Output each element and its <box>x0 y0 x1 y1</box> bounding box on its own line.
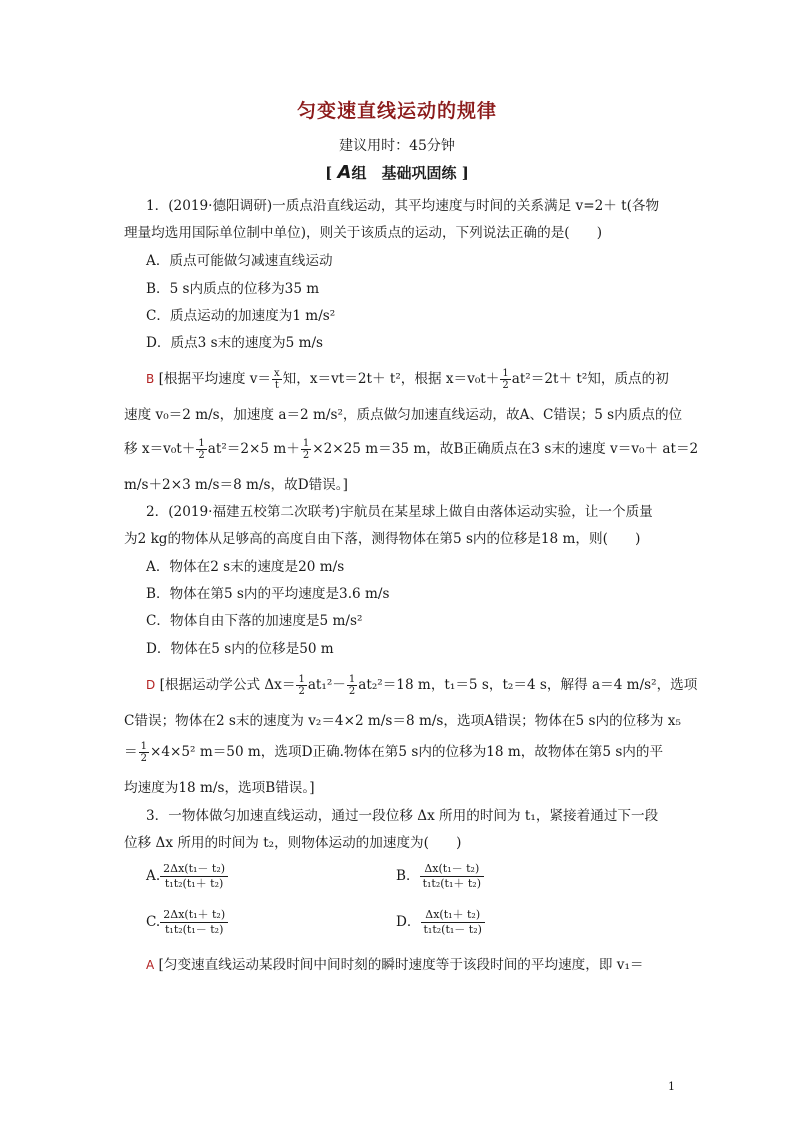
fraction-half: $\frac{1}{2}$ <box>198 438 205 461</box>
q1-exp-text: 知，x＝vt＝2t＋ t²，根据 x＝v₀t＋ <box>282 371 500 387</box>
q2-explanation-line2: C错误；物体在2 s末的速度为 v₂＝4×2 m/s＝8 m/s，选项A错误；物体在5 s内的位移为 x₅ <box>124 713 681 729</box>
fraction-half: $\frac{1}{2}$ <box>140 741 147 764</box>
section-heading <box>0 162 794 183</box>
page-title: 匀变速直线运动的规律 <box>296 100 497 122</box>
bracket-close: ] <box>461 164 469 182</box>
q1-option-b: B．5 s内质点的位移为35 m <box>146 281 320 297</box>
group-text: 组 基础巩固练 <box>351 164 457 182</box>
fraction-x-over-t: $\frac{x}{t}$ <box>274 368 280 391</box>
fraction-half: $\frac{1}{2}$ <box>502 368 509 391</box>
q1-stem-line2: 理量均选用国际单位制中单位)，则关于该质点的运动，下列说法正确的是( ) <box>124 225 603 241</box>
fraction-half: $\frac{1}{2}$ <box>302 438 310 461</box>
page-number: 1 <box>668 1080 675 1093</box>
q3-option-a: A. $\frac{\text{2Δx(t₁－ t₂)}}{\text{t₁t₂(t₁＋ t₂)}}$ <box>146 862 228 891</box>
q2-option-d: D．物体在5 s内的位移是50 m <box>146 641 334 657</box>
q1-explanation-line3: 移 x＝v₀t＋ $\frac{1}{2}$ at²＝2×5 m＋ $\frac{1}{2}$ ×2×25 m＝35 m，故B正确质点在3 s末的速度 v＝v₀＋ at＝2 <box>124 438 699 461</box>
q3-option-d: D． $\frac{\text{Δx(t₁＋ t₂)}}{\text{t₁t₂(t₁－ t₂)}}$ <box>396 908 485 937</box>
q3-explanation-line1: A [匀变速直线运动某段时间中间时刻的瞬时速度等于该段时间的平均速度，即 v₁＝ <box>146 957 644 973</box>
group-letter: A <box>337 162 352 183</box>
q2-option-b: B．物体在第5 s内的平均速度是3.6 m/s <box>146 586 390 602</box>
q3-option-c: C. $\frac{\text{2Δx(t₁＋ t₂)}}{\text{t₁t₂(t₁－ t₂)}}$ <box>146 908 228 937</box>
q1-answer: B <box>146 372 155 386</box>
q1-option-a: A．质点可能做匀减速直线运动 <box>146 253 333 269</box>
q2-explanation-line4: 均速度为18 m/s，选项B错误。] <box>124 780 315 796</box>
q1-explanation-line2: 速度 v₀＝2 m/s，加速度 a＝2 m/s²，质点做匀加速直线运动，故A、C错误；5 s内质点的位 <box>124 407 683 423</box>
q1-explanation-line1 <box>146 368 669 391</box>
q2-option-c: C．物体自由下落的加速度是5 m/s² <box>146 613 363 629</box>
q1-option-d: D．质点3 s末的速度为5 m/s <box>146 335 324 351</box>
fraction-half: $\frac{1}{2}$ <box>348 674 356 697</box>
q2-stem-line1: 2．(2019·福建五校第二次联考)宇航员在某星球上做自由落体运动实验，让一个质量 <box>146 504 653 520</box>
fraction-half: $\frac{1}{2}$ <box>298 674 305 697</box>
q1-exp-text: at²＝2t＋ t²知，质点的初 <box>511 371 669 387</box>
q2-explanation-line3: ＝ $\frac{1}{2}$ ×4×5² m＝50 m，选项D正确.物体在第5 s内的位移为18 m，故物体在第5 s内的平 <box>124 741 664 764</box>
bracket-open: [ <box>325 164 333 182</box>
q2-option-a: A．物体在2 s末的速度是20 m/s <box>146 559 345 575</box>
suggested-time: 建议用时：45分钟 <box>339 138 455 154</box>
q2-answer: D <box>146 678 156 692</box>
q3-stem-line1: 3．一物体做匀加速直线运动，通过一段位移 Δx 所用的时间为 t₁，紧接着通过下一段 <box>146 808 659 824</box>
q2-explanation-line1: D [根据运动学公式 Δx＝ $\frac{1}{2}$ at₁²－ $\frac{1}{2}$ at₂²＝18 m，t₁＝5 s，t₂＝4 s，解得 a＝4 m/s²，选项 <box>146 674 698 697</box>
q3-option-b: B． $\frac{\text{Δx(t₁－ t₂)}}{\text{t₁t₂(t₁＋ t₂)}}$ <box>396 862 484 891</box>
q1-exp-text: [根据平均速度 v＝ <box>158 371 272 387</box>
q1-explanation-line4: m/s＋2×3 m/s＝8 m/s，故D错误。] <box>124 477 348 493</box>
q1-option-c: C．质点运动的加速度为1 m/s² <box>146 308 336 324</box>
q3-stem-line2: 位移 Δx 所用的时间为 t₂，则物体运动的加速度为( ) <box>124 835 462 851</box>
q1-stem-line1: 1．(2019·德阳调研)一质点沿直线运动，其平均速度与时间的关系满足 v=2＋ t(各物 <box>146 198 660 214</box>
q3-answer: A <box>146 958 155 972</box>
q2-stem-line2: 为2 kg的物体从足够高的高度自由下落，测得物体在第5 s内的位移是18 m，则( ) <box>124 531 641 547</box>
